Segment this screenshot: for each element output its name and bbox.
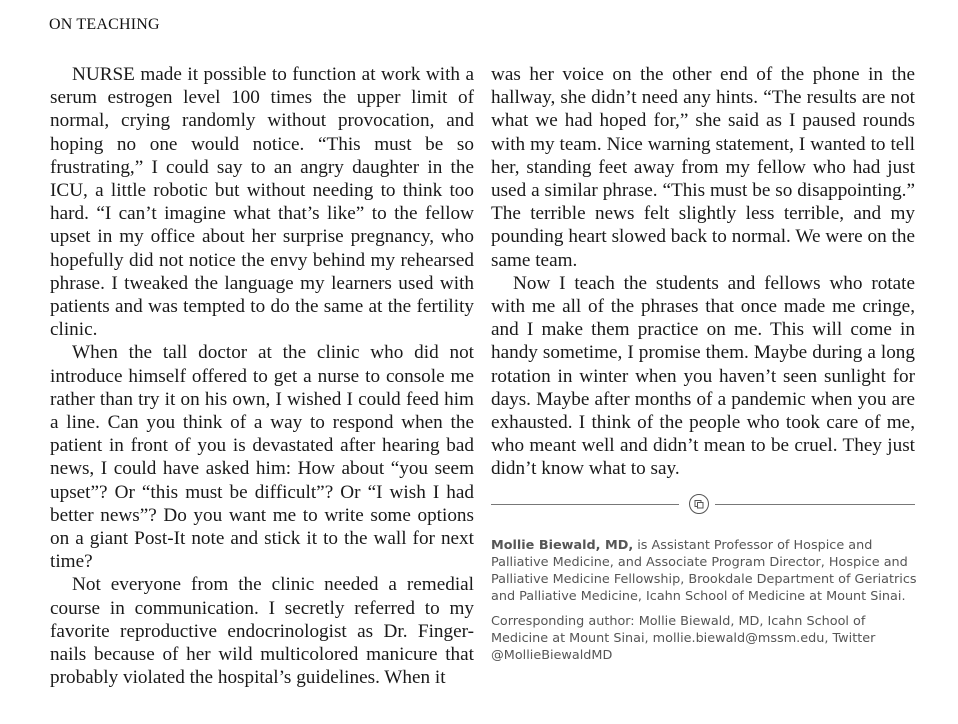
corresponding-author: Corresponding author: Mollie Biewald, MD, Icahn School of Medicine at Mount Sinai, mollie.biewald@mssm.edu, Twitter @MollieBiewaldMD	[491, 614, 876, 663]
paragraph: Now I teach the students and fellows who rotate with me all of the phrases that once made me cringe, and I make them practice on me. This will come in handy sometime, I promise them. Maybe during a long rotation in winter when you haven’t seen sunlight for days. Maybe after months of a pandemic when you are exhausted. I think of the people who took care of me, who meant well and didn’t mean to be cruel. They just didn’t know what to say.	[491, 272, 915, 480]
divider-rule-left	[491, 504, 679, 505]
end-of-article-icon	[689, 494, 709, 514]
article-end-divider	[491, 494, 915, 516]
section-header: ON TEACHING	[49, 16, 160, 33]
paragraph: NURSE made it possible to function at work with a serum estrogen level 100 times the upper limit of normal, crying randomly without provocation, and hoping no one would notice. “This must be so frustrating,” I could say to an angry daughter in the ICU, a little robotic but without needing to think too hard. “I can’t imagine what that’s like” to the fellow upset in my office about her surprise pregnancy, who hopefully did not notice the envy behind my rehearsed phrase. I tweaked the language my learners used with patients and was tempted to do the same at the fertility clinic.	[50, 64, 474, 341]
author-name: Mollie Biewald, MD,	[491, 538, 634, 553]
author-bio	[491, 537, 919, 605]
right-text-column	[491, 63, 915, 481]
paragraph: was her voice on the other end of the phone in the hallway, she didn’t need any hints. “The results are not what we had hoped for,” she said as I paused rounds with my team. Nice warning statement, I wanted to tell her, standing feet away from my fellow who had just used a similar phrase. “This must be so disappointing.” The terrible news felt slightly less terrible, and my pounding heart slowed back to normal. We were on the same team.	[491, 64, 915, 271]
left-text-column	[50, 63, 474, 689]
author-affiliation: is Assistant Professor of Hospice and Palliative Medicine, and Associate Program Director, Hospice and Palliative Medicine Fellowship, Brookdale Department of Geriatrics and Palliative Medicine, Icahn School of Medicine at Mount Sinai.	[491, 538, 917, 604]
divider-rule-right	[715, 504, 915, 505]
author-bio-block	[491, 537, 919, 664]
paragraph: Not everyone from the clinic needed a remedial course in communication. I secretly referred to my favorite reproductive endocrinologist as Dr. Finger-nails because of her wild multicolored manicure that probably violated the hospital’s guidelines. When it	[50, 574, 474, 689]
paragraph: When the tall doctor at the clinic who did not introduce himself offered to get a nurse to console me rather than try it on his own, I wished I could feed him a line. Can you think of a way to respond when the patient in front of you is devastated after hearing bad news, I could have asked him: How about “you seem upset”? Or “this must be difficult”? Or “I wish I had better news”? Do you want me to write some options on a giant Post-It note and stick it to the wall for next time?	[50, 342, 474, 573]
